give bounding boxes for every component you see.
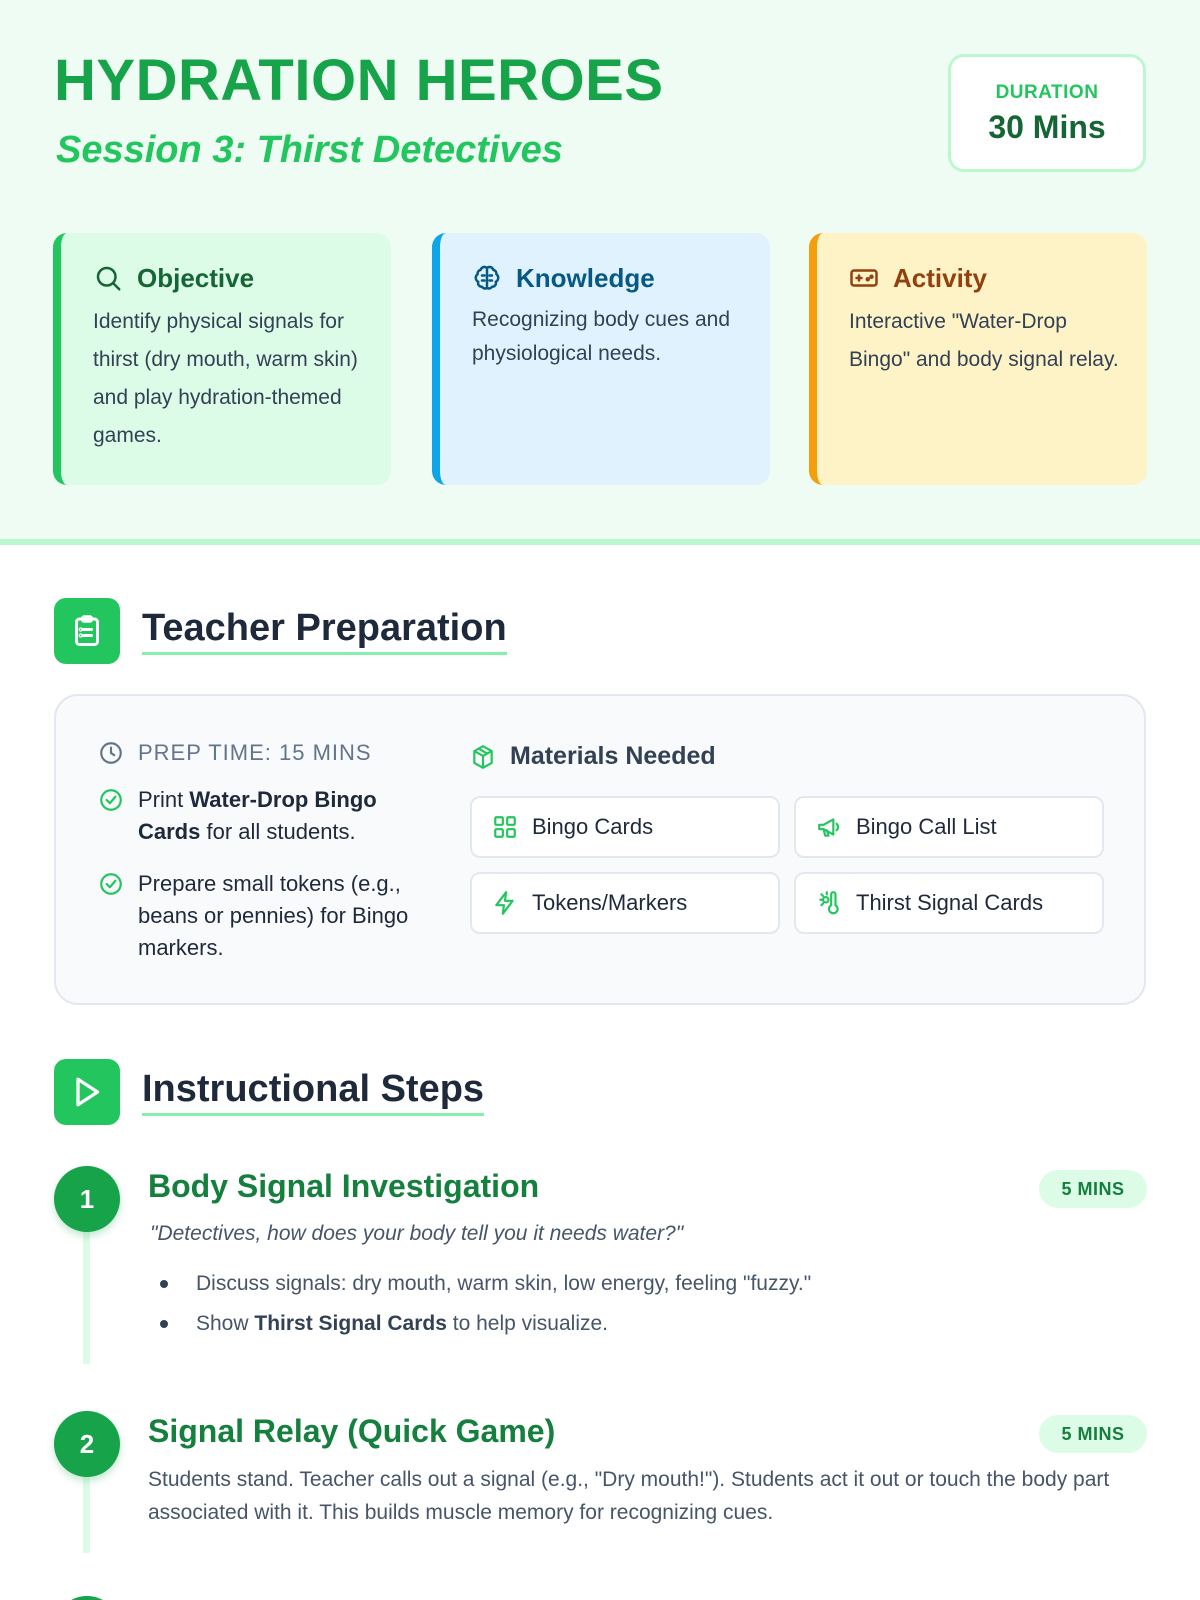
material-item	[794, 796, 1104, 858]
steps-section-title: Instructional Steps	[142, 1068, 484, 1117]
material-label: Bingo Call List	[856, 814, 997, 839]
timeline-connector	[83, 1475, 90, 1553]
lesson-header	[0, 0, 1200, 545]
timeline-connector	[83, 1230, 90, 1364]
step-quote: "Detectives, how does your body tell you it needs water?"	[150, 1222, 684, 1245]
material-label: Bingo Cards	[532, 814, 654, 839]
step-number: 2	[54, 1411, 120, 1477]
check-circle-icon	[98, 787, 124, 813]
duration-value: 30 Mins	[988, 109, 1106, 145]
objective-text: Identify physical signals for thirst (dry mouth, warm skin) and play hydration-themed games.	[93, 310, 358, 447]
check2-text: Prepare small tokens (e.g., beans or pennies) for Bingo markers.	[138, 871, 409, 960]
objective-card	[53, 233, 391, 485]
package-icon	[470, 744, 496, 770]
objective-title: Objective	[137, 262, 255, 293]
bullet-text-bold: Thirst Signal Cards	[254, 1312, 447, 1335]
step-description: Students stand. Teacher calls out a signal (e.g., "Dry mouth!"). Students act it out or touch the body part associated with it. This builds muscle memory for recognizing cues.	[148, 1468, 1110, 1524]
check1-pre: Print	[138, 787, 190, 812]
lightning-icon	[492, 890, 518, 916]
activity-title: Activity	[893, 262, 987, 293]
clipboard-icon	[54, 598, 120, 664]
activity-card	[809, 233, 1147, 485]
brain-icon	[472, 263, 502, 293]
list-item	[160, 1312, 608, 1336]
prep-time-label: PREP TIME: 15 MINS	[138, 740, 372, 765]
prep-checklist-item	[98, 784, 428, 848]
session-subtitle: Session 3: Thirst Detectives	[56, 129, 563, 171]
step-number	[54, 1596, 120, 1600]
material-item	[470, 872, 780, 934]
duration-label: DURATION	[995, 82, 1099, 103]
materials-header	[470, 742, 716, 771]
megaphone-icon	[816, 814, 842, 840]
check-circle-icon	[98, 871, 124, 897]
grid-icon	[492, 814, 518, 840]
bullet-text-pre: Show	[196, 1312, 255, 1335]
steps-section-header	[54, 1059, 484, 1125]
materials-title: Materials Needed	[510, 742, 716, 770]
step-duration-badge: 5 MINS	[1039, 1170, 1147, 1208]
knowledge-card	[432, 233, 770, 485]
step-number: 1	[54, 1166, 120, 1232]
list-item	[160, 1272, 811, 1296]
clock-icon	[98, 740, 124, 766]
material-label: Thirst Signal Cards	[856, 890, 1044, 915]
prep-section-header	[54, 598, 507, 664]
prep-section-title: Teacher Preparation	[142, 607, 507, 656]
step-title: Signal Relay (Quick Game)	[148, 1413, 556, 1449]
bullet-dot	[160, 1320, 168, 1328]
gamepad-icon	[849, 263, 879, 293]
bullet-dot	[160, 1280, 168, 1288]
search-icon	[93, 263, 123, 293]
check1-bold: Water-Drop Bingo Cards	[138, 787, 377, 844]
prep-time	[98, 740, 372, 766]
knowledge-title: Knowledge	[516, 262, 655, 293]
material-item	[470, 796, 780, 858]
knowledge-text: Recognizing body cues and physiological needs.	[472, 308, 731, 365]
step-duration-badge: 5 MINS	[1039, 1415, 1147, 1453]
step-title: Body Signal Investigation	[148, 1168, 540, 1204]
activity-text: Interactive "Water-Drop Bingo" and body signal relay.	[849, 310, 1119, 371]
material-item	[794, 872, 1104, 934]
page-title: HYDRATION HEROES	[54, 48, 664, 113]
prep-checklist-item	[98, 868, 428, 964]
prep-panel	[54, 694, 1146, 1005]
bullet-text: Discuss signals: dry mouth, warm skin, low energy, feeling "fuzzy."	[196, 1272, 812, 1295]
check1-post: for all students.	[200, 819, 356, 844]
thermometer-sun-icon	[816, 890, 842, 916]
bullet-text-post: to help visualize.	[446, 1312, 609, 1335]
duration-badge	[948, 54, 1146, 172]
material-label: Tokens/Markers	[532, 890, 688, 915]
play-icon	[54, 1059, 120, 1125]
